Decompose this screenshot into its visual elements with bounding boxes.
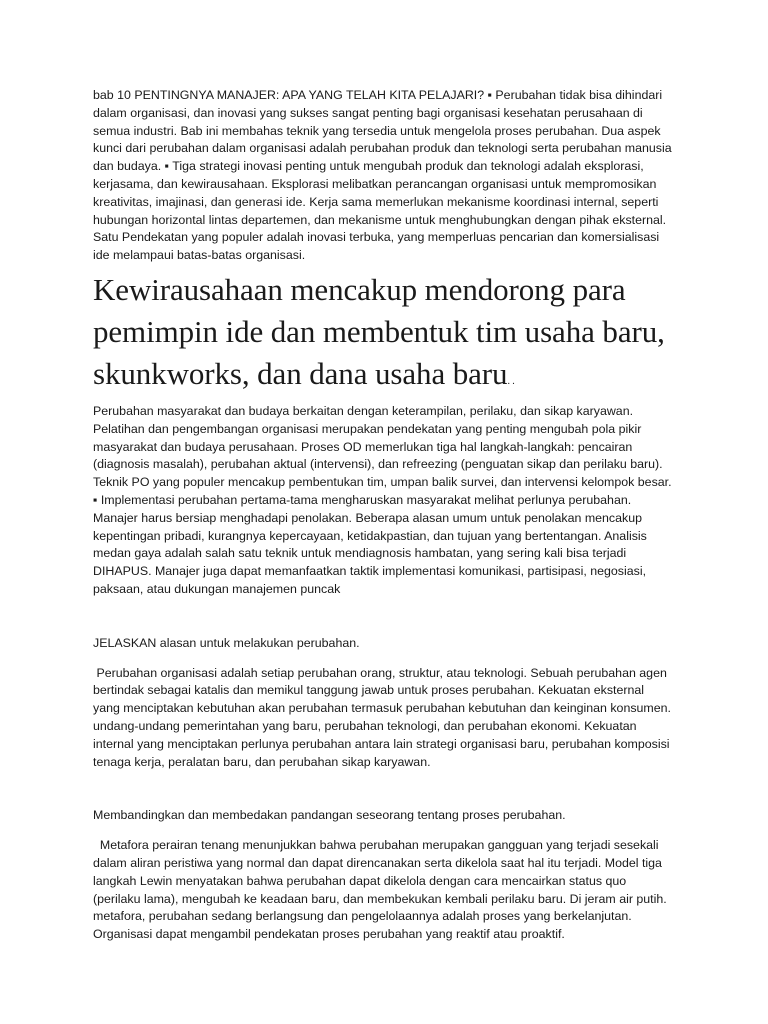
document-page [93,87,673,944]
paragraph-intro: bab 10 PENTINGNYA MANAJER: APA YANG TELAH KITA PELAJARI? ▪ Perubahan tidak bisa dihindari dalam organisasi, dan inovasi yang sukses sangat penting bagi organisasi kesehatan perusahaan di semua industri. Bab ini membahas teknik yang tersedia untuk mengelola proses perubahan. Dua aspek kunci dari perubahan dalam organisasi adalah perubahan produk dan teknologi serta perubahan manusia dan budaya. ▪ Tiga strategi inovasi penting untuk mengubah produk dan teknologi adalah eksplorasi, kerjasama, dan kewirausahaan. Eksplorasi melibatkan perancangan organisasi untuk mempromosikan kreativitas, imajinasi, dan generasi ide. Kerja sama memerlukan mekanisme koordinasi internal, seperti hubungan horizontal lintas departemen, dan mekanisme untuk menghubungkan dengan pihak eksternal. Satu Pendekatan yang populer adalah inovasi terbuka, yang memperluas pencarian dan komersialisasi ide melampaui batas-batas organisasi. [93,88,672,263]
answer-2: Metafora perairan tenang menunjukkan bahwa perubahan merupakan gangguan yang terjadi sesekali dalam aliran peristiwa yang normal dan dapat direncanakan serta dikelola saat hal itu terjadi. Model tiga langkah Lewin menyatakan bahwa perubahan dapat dikelola dengan cara mencairkan status quo (perilaku lama), mengubah ke keadaan baru, dan membekukan kembali perilaku baru. Di jeram air putih. metafora, perubahan sedang berlangsung dan pengelolaannya adalah proses yang berkelanjutan. Organisasi dapat mengambil pendekatan proses perubahan yang reaktif atau proaktif. [93,838,671,942]
answer-1: Perubahan organisasi adalah setiap perubahan orang, struktur, atau teknologi. Sebuah perubahan agen bertindak sebagai katalis dan memikul tanggung jawab untuk proses perubahan. Kekuatan eksternal yang menciptakan kebutuhan akan perubahan termasuk perubahan kebutuhan dan keinginan konsumen. undang-undang pemerintahan yang baru, perubahan teknologi, dan perubahan ekonomi. Kekuatan internal yang menciptakan perlunya perubahan antara lain strategi organisasi baru, perubahan komposisi tenaga kerja, peralatan baru, dan perubahan sikap karyawan. [93,665,675,769]
spacer [93,825,673,837]
large-heading-tail: . . [507,375,515,387]
spacer [93,653,673,665]
spacer [93,771,673,807]
large-heading-text: Kewirausahaan mencakup mendorong para pemimpin ide dan membentuk tim usaha baru, skunkworks, dan dana usaha baru [93,271,665,391]
large-heading [93,269,693,403]
paragraph-culture: Perubahan masyarakat dan budaya berkaitan dengan keterampilan, perilaku, dan sikap karyawan. Pelatihan dan pengembangan organisasi merupakan pendekatan yang penting mengubah pola pikir masyarakat dan budaya perusahaan. Proses OD memerlukan tiga hal langkah-langkah: pencairan (diagnosis masalah), perubahan aktual (intervensi), dan refreezing (penguatan sikap dan perilaku baru). Teknik PO yang populer mencakup pembentukan tim, umpan balik survei, dan intervensi kelompok besar. ▪ Implementasi perubahan pertama-tama mengharuskan masyarakat melihat perlunya perubahan. Manajer harus bersiap menghadapi penolakan. Beberapa alasan umum untuk penolakan mencakup kepentingan pribadi, kurangnya kepercayaan, ketidakpastian, dan tujuan yang bertentangan. Analisis medan gaya adalah salah satu teknik untuk mendiagnosis hambatan, yang sering kali bisa terjadi DIHAPUS. Manajer juga dapat memanfaatkan taktik implementasi komunikasi, partisipasi, negosiasi, paksaan, atau dukungan manajemen puncak [93,403,672,596]
question-1: JELASKAN alasan untuk melakukan perubahan. [93,635,360,650]
question-2: Membandingkan dan membedakan pandangan seseorang tentang proses perubahan. [93,808,566,823]
spacer [93,599,673,635]
